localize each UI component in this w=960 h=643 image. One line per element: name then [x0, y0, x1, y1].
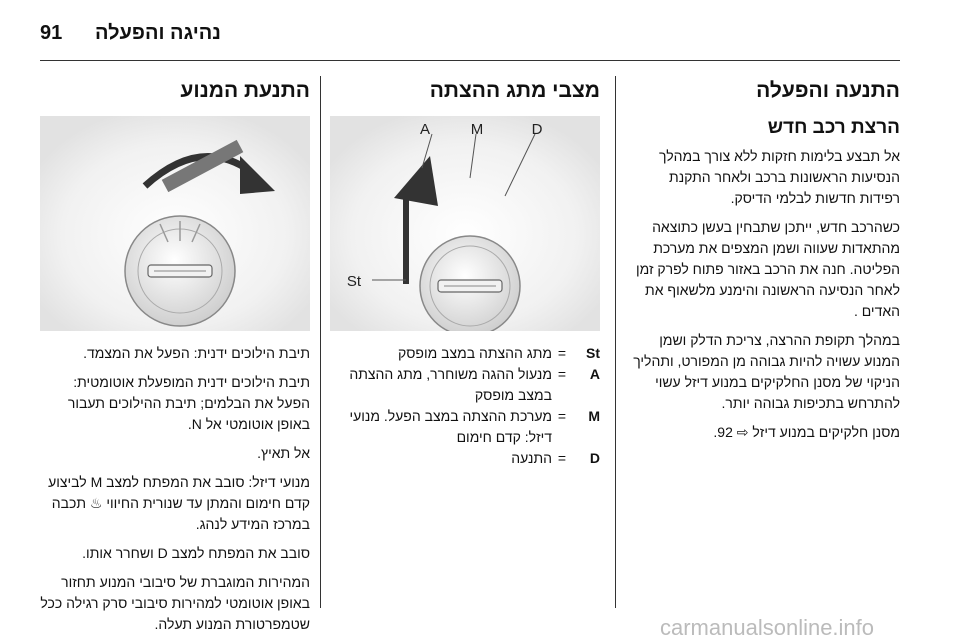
legend-equals: = [557, 450, 567, 466]
section-title: התנעת המנוע [180, 79, 310, 102]
legend-row [330, 448, 600, 469]
legend-row [330, 406, 600, 448]
paragraph: תיבת הילוכים ידנית: הפעל את המצמד. [83, 345, 310, 361]
ignition-positions-legend [330, 343, 600, 469]
section-title: מצבי מתג ההצתה [429, 79, 600, 102]
paragraph: סובב את המפתח למצב D ושחרר אותו. [82, 545, 310, 561]
paragraph: אל תאיץ. [257, 445, 310, 461]
legend-key: D [589, 450, 600, 466]
header-divider [40, 60, 900, 61]
legend-equals: = [557, 408, 567, 424]
legend-key: A [589, 366, 600, 382]
engine-start-figure [40, 116, 310, 331]
chapter-title: נהיגה והפעלה [95, 22, 221, 44]
section-title: התנעה והפעלה [756, 79, 900, 102]
ignition-switch-illustration [330, 116, 600, 331]
legend-text: מנעול ההגה משוחרר, מתג ההצתה במצב מופסק [349, 366, 552, 403]
label-a: A [419, 121, 431, 138]
section-subtitle: הרצת רכב חדש [767, 117, 900, 138]
paragraph: תיבת הילוכים ידנית המופעלת אוטומטית: הפעל את הבלמים; תיבת ההילוכים תעבור באופן אוטומטי אל N. [67, 374, 310, 432]
page-number: 91 [40, 22, 63, 44]
label-d: D [531, 121, 543, 138]
middle-column [330, 76, 600, 469]
paragraph: במהלך תקופת ההרצה, צריכת הדלק ושמן המנוע עשויה להיות גבוהה מן המפורט, ותהליך הניקוי של מסנן החלקיקים במנוע דיזל עשוי להתרחש בתכיפות גבוהה יותר. [633, 332, 900, 411]
label-m: M [470, 121, 484, 138]
legend-row [330, 364, 600, 406]
cross-reference[interactable]: מסנן חלקיקים במנוע דיזל ⇨ 92. [713, 424, 900, 440]
label-st: St [346, 273, 362, 290]
column-divider-right [615, 76, 616, 608]
legend-key: St [586, 345, 600, 361]
legend-text: התנעה [511, 450, 552, 466]
column-divider-left [320, 76, 321, 608]
legend-text: מתג ההצתה במצב מופסק [397, 345, 552, 361]
ignition-switch-figure [330, 116, 600, 331]
page-header [0, 0, 960, 62]
legend-row [330, 343, 600, 364]
paragraph: המהירות המוגברת של סיבובי המנוע תחזור באופן אוטומטי למהירות סיבובי סרק רגילה ככל שטמפרטורת המנוע תעלה. [40, 574, 310, 632]
legend-key: M [588, 408, 600, 424]
legend-equals: = [557, 366, 567, 382]
left-column [40, 76, 310, 643]
engine-start-illustration [40, 116, 310, 331]
paragraph: מנועי דיזל: סובב את המפתח למצב M לביצוע קדם חימום והמתן עד שנורית החיווי ♨ תכבה במרכז המידע לנהג. [48, 474, 310, 532]
paragraph: אל תבצע בלימות חזקות ללא צורך במהלך הנסיעות הראשונות ברכב ולאחר התקנת רפידות חדשות לבלמי הדיסק. [659, 148, 900, 206]
legend-equals: = [557, 345, 567, 361]
watermark: carmanualsonline.info [660, 615, 875, 640]
legend-text: מערכת ההצתה במצב הפעל. מנועי דיזל: קדם חימום [349, 408, 552, 445]
paragraph: כשהרכב חדש, ייתכן שתבחין בעשן כתוצאה מהתאדות שעווה ושמן המצפים את מערכת הפליטה. חנה את הרכב באזור פתוח לפרק זמן לאחר הנסיעה הראשונה והימנע מלשאוף את האדים . [635, 219, 900, 319]
right-column [627, 76, 900, 451]
